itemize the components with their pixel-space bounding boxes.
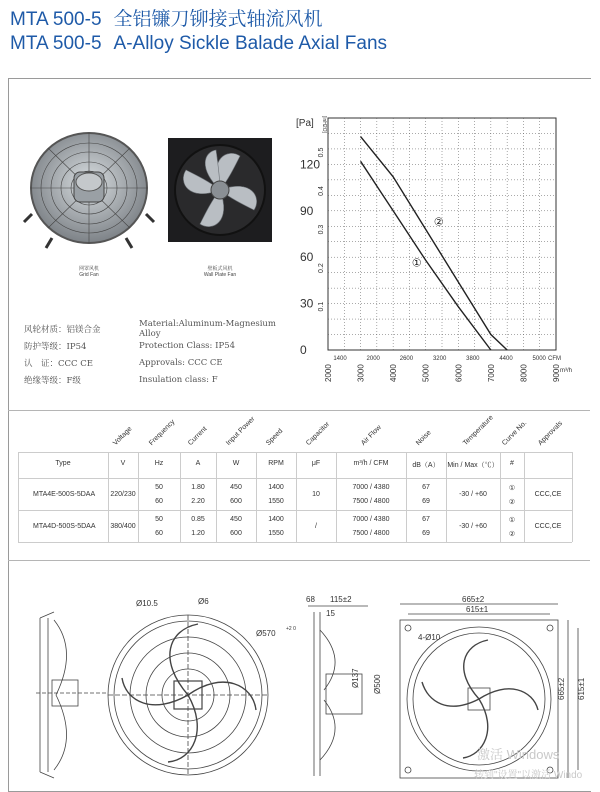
spec-cn: 风轮材质：铝镁合金	[24, 324, 101, 335]
table-cell: 7500 / 4800	[352, 498, 390, 505]
chart-x-tick-m3h: 7000	[486, 364, 496, 382]
table-cell: 7000 / 4380	[352, 516, 390, 523]
spec-en: Protection Class: IP54	[139, 340, 236, 351]
model-number-en: MTA 500-5	[10, 33, 102, 54]
table-cell: CCC,CE	[534, 523, 562, 530]
spec-cn: 防护等级：IP54	[24, 341, 87, 352]
dim-ring-tolerance: +2 0	[286, 626, 296, 632]
chart-series-label: ①	[411, 256, 422, 270]
grid-fan-photo	[22, 130, 156, 258]
wall-fan-caption-cn: 壁板式风机	[207, 266, 233, 272]
table-cell: 450	[230, 516, 242, 523]
table-rotated-header: Noise	[415, 429, 433, 447]
table-col-rule	[18, 452, 19, 542]
chart-y-tick-inh2o: 0.5	[318, 147, 325, 158]
table-cell: /	[315, 523, 317, 530]
table-cell: ②	[508, 531, 516, 538]
table-cell: MTA4E-500S-5DAA	[33, 491, 96, 498]
performance-chart	[292, 112, 582, 382]
spec-en: Material:Aluminum-Magnesium Alloy	[139, 318, 276, 339]
chart-plot-frame	[328, 118, 556, 350]
table-rotated-header: Approvals	[537, 420, 565, 447]
table-cell: 7000 / 4380	[352, 484, 390, 491]
title-cn: 全铝镰刀铆接式轴流风机	[113, 9, 323, 30]
table-cell: MTA4D-500S-5DAA	[33, 523, 96, 530]
dim-plate-w2: 615±1	[466, 605, 489, 614]
table-cell: CCC,CE	[534, 491, 562, 498]
chart-y-tick-inh2o: 0.2	[318, 263, 325, 273]
dim-side-d1: Ø137	[351, 668, 360, 688]
table-cell: ①	[508, 485, 516, 492]
table-unit-header: Hz	[154, 460, 164, 467]
table-cell: 7500 / 4800	[352, 530, 390, 537]
table-rule	[18, 452, 572, 453]
table-cell: 1550	[268, 498, 284, 505]
table-rotated-header: Speed	[265, 427, 285, 447]
chart-x-tick-m3h: 2000	[324, 364, 333, 382]
table-unit-header: V	[120, 460, 126, 467]
table-cell: 1.20	[191, 530, 205, 537]
table-rule	[18, 478, 572, 479]
chart-x-tick-cfm: 2600	[399, 356, 414, 362]
chart-x-label-cfm: CFM	[548, 356, 561, 362]
table-cell: 69	[422, 530, 430, 537]
title-en-line	[10, 32, 590, 56]
chart-x-tick-cfm: 4400	[499, 356, 513, 362]
grid-fan-caption-cn: 网罩风机	[78, 266, 99, 272]
dim-side-c: 15	[326, 609, 335, 618]
chart-series-line	[361, 161, 491, 350]
side-profile-left	[36, 612, 108, 778]
dim-plate-w1: 665±2	[462, 595, 485, 604]
chart-ylabel: [Pa]	[296, 118, 314, 129]
chart-y-tick: 30	[300, 296, 314, 311]
table-rotated-header: Air Flow	[360, 424, 383, 447]
table-unit-header: Min / Max（℃）	[447, 462, 499, 469]
table-rule	[18, 542, 572, 543]
chart-y-tick: 120	[300, 157, 321, 172]
chart-x-tick-m3h: 3000	[356, 364, 366, 382]
spec-en: Insulation class: F	[139, 374, 218, 385]
chart-x-tick-m3h: 8000	[519, 364, 529, 382]
table-cell: 60	[155, 498, 163, 505]
chart-y-tick-inh2o: 0.1	[318, 301, 325, 312]
chart-x-label-m3h: m³/h	[560, 368, 572, 374]
header	[10, 8, 590, 56]
table-cell: 2.20	[191, 498, 205, 505]
table-cell: 67	[422, 516, 430, 523]
table-cell: 600	[230, 498, 242, 505]
table-rotated-header: Capacitor	[305, 420, 332, 447]
chart-x-tick-cfm: 3800	[466, 356, 480, 362]
table-rotated-header: Current	[187, 425, 209, 447]
table-cell: 10	[312, 491, 320, 498]
grid-fan-caption-en: Grid Fan	[79, 272, 99, 278]
chart-x-tick-cfm: 2000	[366, 356, 380, 362]
chart-grid	[328, 118, 556, 350]
title-cn-line	[10, 8, 590, 32]
chart-y-tick: 0	[300, 343, 307, 357]
table-unit-header: A	[195, 460, 201, 467]
dim-side-a: 68	[306, 595, 315, 604]
spec-row	[24, 320, 299, 337]
table-top-rule	[8, 410, 590, 411]
chart-y-tick-inh2o: 0.3	[318, 224, 325, 235]
dim-outer-dia: Ø10.5	[136, 599, 158, 608]
table-cell: 1550	[268, 530, 284, 537]
chart-ylabel-unit: [inH2O]	[321, 116, 327, 133]
table-cell: 50	[155, 484, 163, 491]
dim-hole-dia: Ø6	[198, 597, 209, 606]
table-cell: 1.80	[191, 484, 205, 491]
activation-watermark-line1: 激活 Windows	[477, 747, 560, 762]
table-cell: 1400	[268, 484, 284, 491]
table-rotated-header: Temperature	[462, 414, 495, 447]
wall-fan-photo	[168, 138, 272, 242]
table-unit-header: RPM	[268, 460, 284, 467]
spec-en: Approvals: CCC CE	[139, 357, 223, 368]
table-unit-header: m³/h / CFM	[353, 460, 389, 467]
model-number: MTA 500-5	[10, 9, 102, 30]
table-rotated-header: Input Power	[225, 415, 257, 447]
spec-row	[24, 354, 299, 371]
table-cell: 1400	[268, 516, 284, 523]
table-unit-header: dB（A）	[412, 462, 440, 469]
chart-x-tick-m3h: 6000	[454, 364, 464, 382]
chart-series-label: ②	[433, 215, 444, 229]
table-cell: -30 / +60	[459, 491, 487, 498]
table-cell: ②	[508, 499, 516, 506]
front-view-grid-fan	[108, 615, 268, 775]
chart-x-tick-m3h: 5000	[421, 364, 431, 382]
spec-cn: 认 证：CCC CE	[24, 358, 93, 369]
table-rotated-header: Curve No.	[501, 419, 529, 447]
table-cell: 69	[422, 498, 430, 505]
activation-watermark-line2: 转到"设置"以激活 Windo	[474, 770, 583, 781]
chart-series	[361, 137, 508, 350]
chart-series-line	[361, 137, 508, 350]
table-rotated-header: Voltage	[112, 425, 134, 447]
table-cell: 380/400	[110, 523, 136, 530]
chart-x-tick-cfm: 3200	[432, 356, 447, 362]
chart-x-tick-m3h: 4000	[389, 364, 399, 382]
chart-x-tick-m3h: 9000	[552, 364, 561, 382]
table-cell: 60	[155, 530, 163, 537]
table-cell: 67	[422, 484, 430, 491]
table-rule	[18, 510, 572, 511]
table-cell: 220/230	[110, 491, 136, 498]
table-unit-header: W	[232, 460, 240, 467]
table-unit-header: Type	[55, 460, 71, 467]
table-cell: -30 / +60	[459, 523, 487, 530]
table-cell: 600	[230, 530, 242, 537]
table-cell: 0.85	[191, 516, 205, 523]
spec-list	[24, 320, 299, 388]
dim-side-b: 115±2	[330, 595, 352, 604]
wall-fan-caption-en: Wall Plate Fan	[203, 272, 237, 278]
chart-y-tick: 90	[300, 203, 314, 218]
chart-x-tick-cfm: 5000	[532, 356, 546, 362]
title-en: A-Alloy Sickle Balade Axial Fans	[113, 33, 388, 54]
chart-y-tick: 60	[300, 250, 314, 265]
table-unit-header: μF	[311, 460, 321, 467]
spec-row	[24, 337, 299, 354]
table-rotated-header: Frequency	[148, 418, 177, 447]
side-profile-right	[308, 606, 368, 776]
dim-plate-h1: 665±2	[557, 677, 566, 700]
dim-ring-dia: Ø570	[256, 629, 276, 638]
table-cell: 450	[230, 484, 242, 491]
dim-plate-holes: 4-Ø10	[418, 633, 441, 642]
spec-cn: 绝缘等级：F级	[24, 375, 81, 386]
chart-ticks	[300, 148, 572, 382]
table-bottom-rule	[8, 560, 590, 561]
chart-x-tick-cfm: 1400	[333, 356, 347, 362]
table-cell: 50	[155, 516, 163, 523]
table-cell: ①	[508, 517, 516, 524]
dim-side-d2: Ø500	[373, 674, 382, 694]
chart-y-tick-inh2o: 0.4	[318, 186, 325, 196]
spec-row	[24, 371, 299, 388]
table-unit-header: #	[510, 460, 514, 467]
dim-plate-h2: 615±1	[577, 677, 586, 700]
